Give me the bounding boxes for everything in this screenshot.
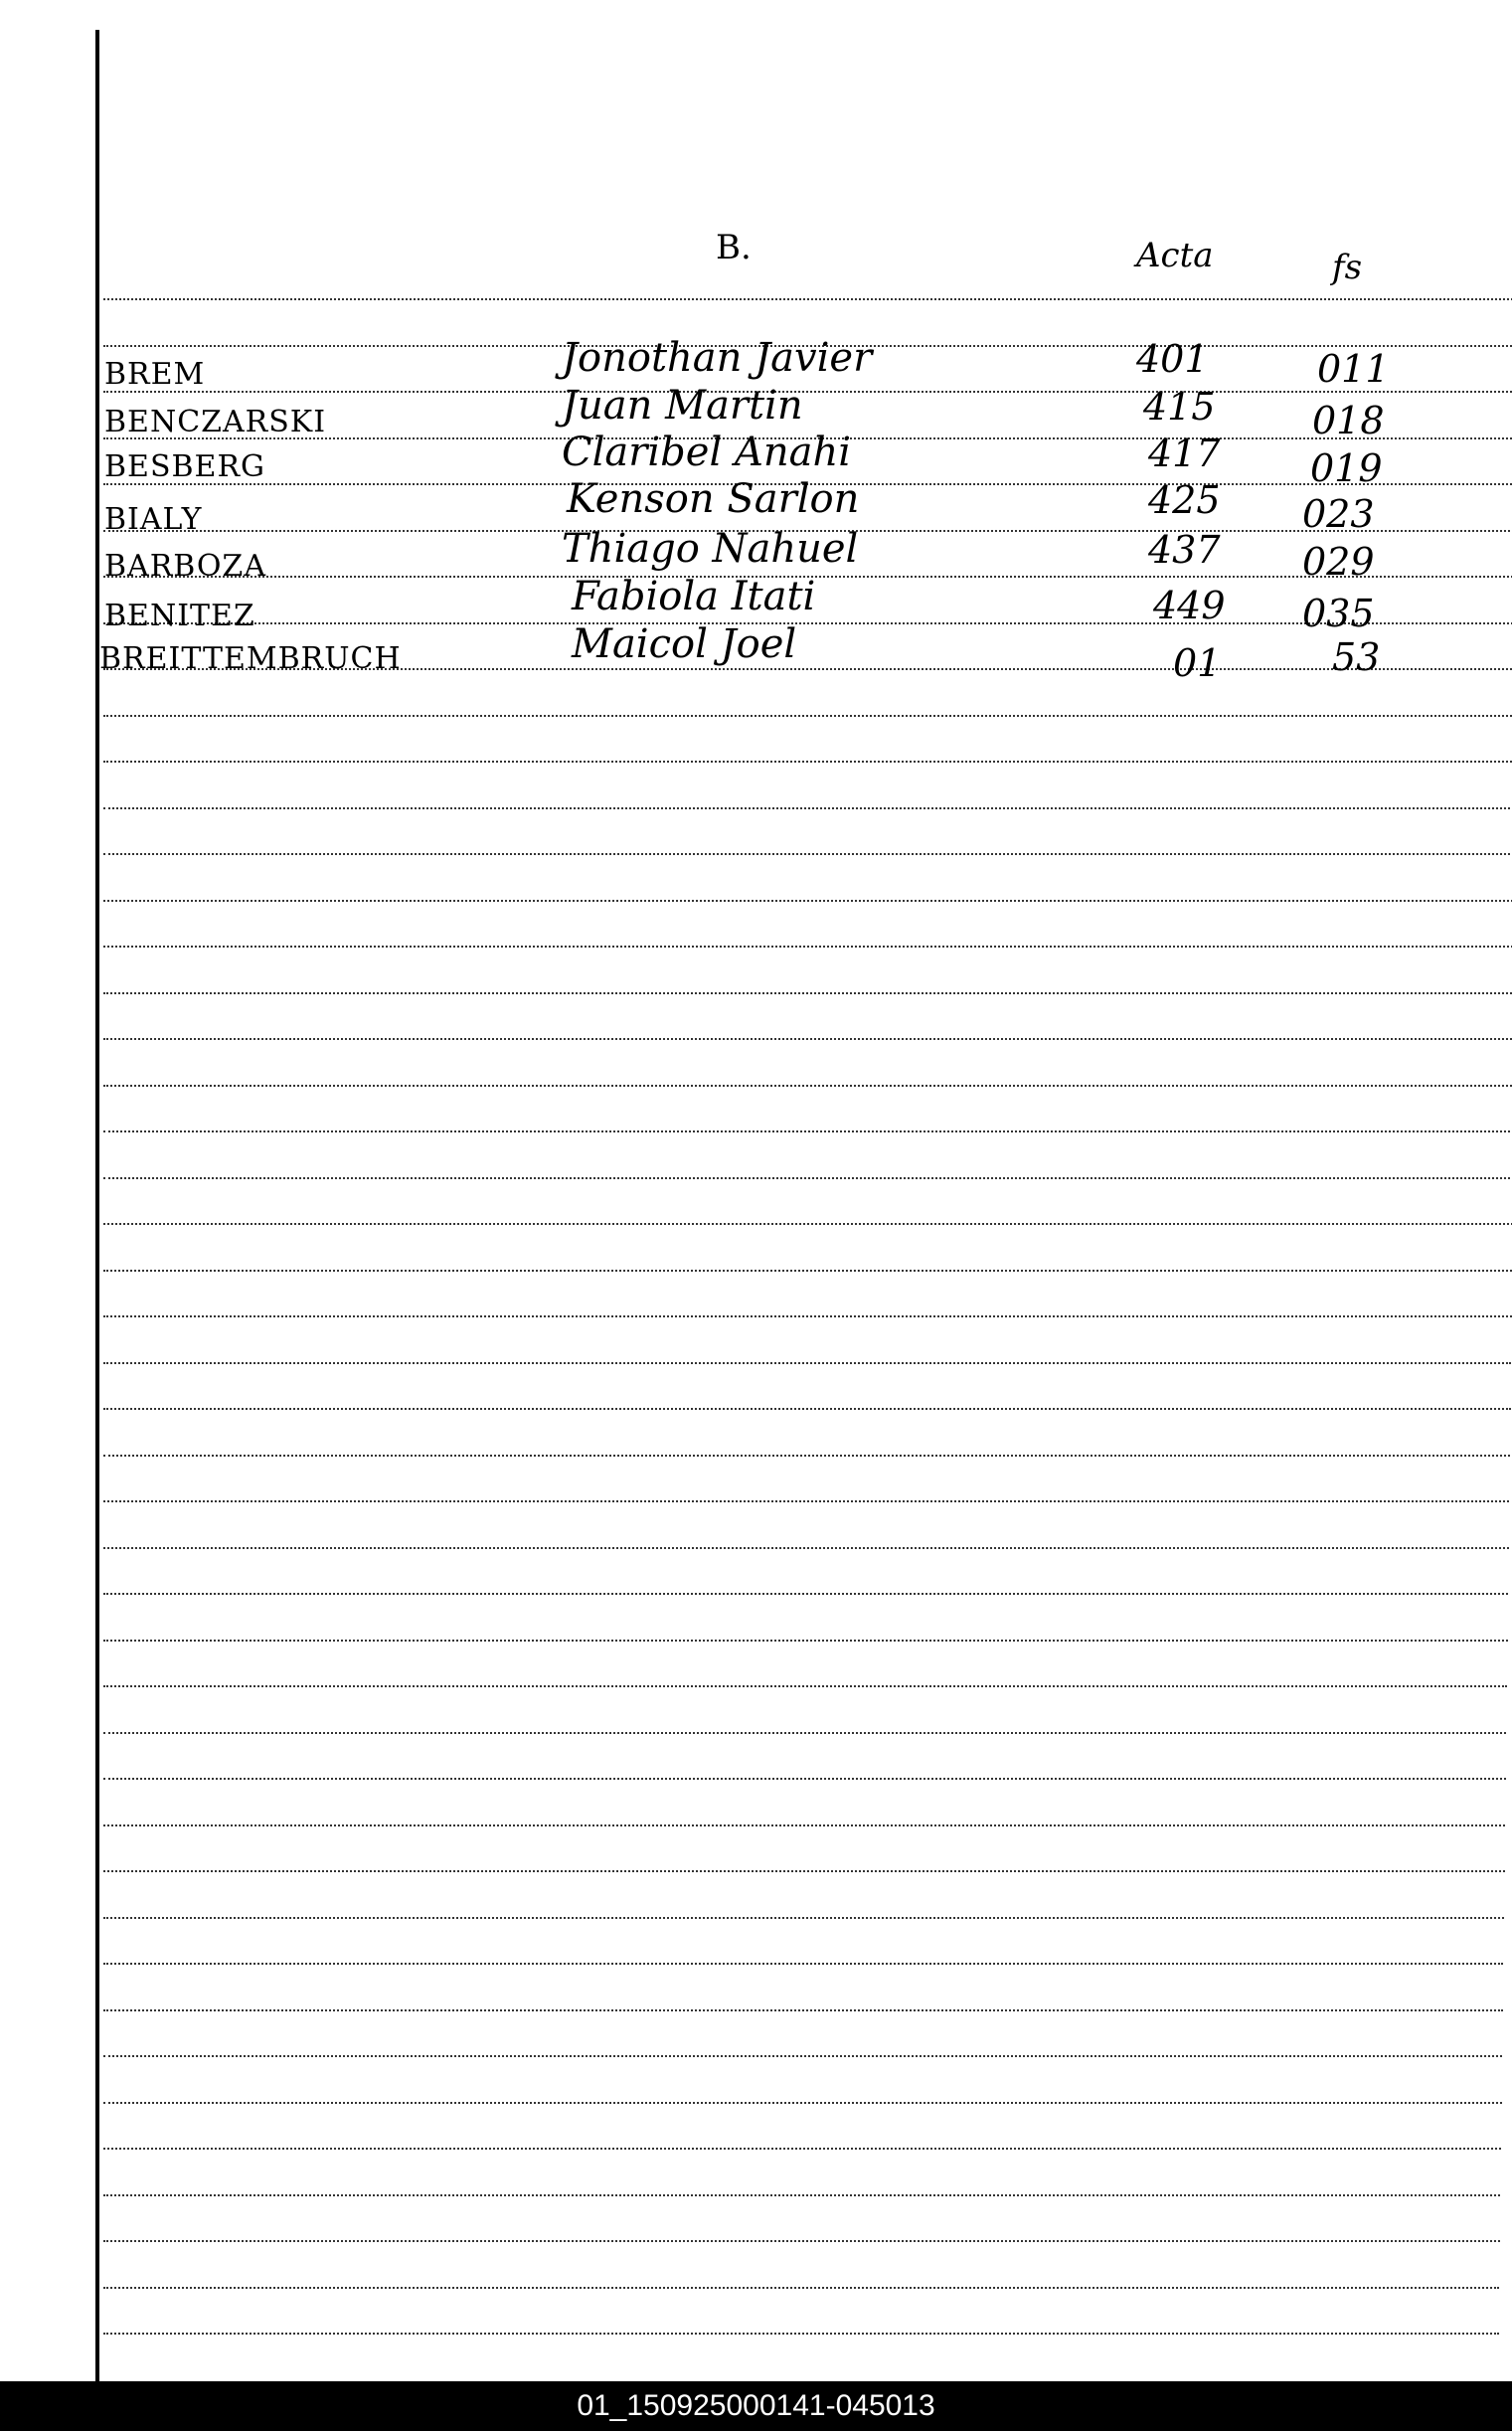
margin-line	[95, 30, 99, 2381]
ruled-line	[103, 1732, 1506, 1734]
ruled-line	[103, 992, 1512, 994]
ruled-line	[103, 853, 1512, 855]
ruled-line	[103, 1593, 1508, 1595]
acta-number: 01	[1173, 641, 1222, 685]
given-names: Kenson Sarlon	[567, 476, 860, 522]
acta-number: 401	[1136, 337, 1209, 381]
given-names: Claribel Anahi	[562, 430, 851, 475]
ruled-line	[103, 1130, 1512, 1132]
acta-number: 425	[1148, 478, 1221, 522]
surname: BREM	[104, 357, 206, 392]
acta-number: 415	[1143, 385, 1216, 429]
surname: BIALY	[104, 502, 203, 537]
ruled-line	[103, 2148, 1501, 2150]
acta-number: 417	[1148, 432, 1221, 475]
surname: BESBERG	[104, 449, 265, 484]
ruled-line	[103, 2287, 1499, 2289]
ruled-line	[103, 1500, 1509, 1502]
surname: BENCZARSKI	[104, 405, 327, 439]
ruled-line	[103, 1408, 1511, 1410]
header-acta: Acta	[1136, 236, 1214, 275]
ruled-line	[103, 1824, 1505, 1826]
ruled-line	[103, 1315, 1512, 1317]
fs-number: 035	[1302, 592, 1375, 635]
ruled-line	[103, 1223, 1512, 1225]
header-fs: fs	[1332, 248, 1363, 287]
given-names: Juan Martin	[562, 383, 803, 429]
ruled-line	[103, 391, 1512, 393]
given-names: Fabiola Itati	[572, 574, 816, 619]
ruled-line	[103, 2194, 1500, 2196]
fs-number: 53	[1332, 635, 1381, 679]
ruled-line	[103, 622, 1512, 624]
ruled-line	[103, 715, 1512, 717]
ruled-line	[103, 2333, 1499, 2335]
ruled-line	[103, 900, 1512, 902]
ruled-line	[103, 1685, 1507, 1687]
ruled-line	[103, 761, 1512, 763]
fs-number: 018	[1312, 399, 1385, 442]
ruled-line	[103, 1270, 1512, 1272]
ruled-line	[103, 1085, 1512, 1087]
ruled-line	[103, 1177, 1512, 1179]
given-names: Jonothan Javier	[562, 335, 873, 381]
ruled-line	[103, 946, 1512, 948]
ruled-line	[103, 1778, 1506, 1780]
fs-number: 023	[1302, 492, 1375, 536]
ruled-line	[103, 1362, 1511, 1364]
header-letter: B.	[716, 228, 752, 267]
surname: BENITEZ	[104, 599, 255, 633]
ruled-line	[103, 1917, 1504, 1919]
ruled-line	[103, 1455, 1510, 1457]
ruled-line	[103, 2055, 1502, 2057]
fs-number: 019	[1310, 446, 1383, 490]
ruled-line	[103, 2102, 1502, 2104]
acta-number: 437	[1148, 528, 1221, 572]
ruled-line	[103, 1870, 1505, 1872]
ruled-line	[103, 807, 1512, 809]
ruled-line	[103, 1547, 1509, 1549]
ruled-line	[103, 298, 1512, 300]
fs-number: 011	[1317, 347, 1390, 391]
scan-id-footer: 01_150925000141-045013	[0, 2381, 1512, 2431]
ruled-line	[103, 1038, 1512, 1040]
given-names: Maicol Joel	[572, 621, 797, 667]
ruled-line	[103, 2009, 1503, 2011]
surname: BREITTEMBRUCH	[99, 641, 402, 676]
acta-number: 449	[1153, 584, 1226, 627]
given-names: Thiago Nahuel	[562, 526, 859, 572]
ruled-line	[103, 2240, 1500, 2242]
fs-number: 029	[1302, 540, 1375, 584]
ruled-line	[103, 1963, 1503, 1965]
ruled-line	[103, 1640, 1508, 1642]
surname: BARBOZA	[104, 549, 267, 584]
